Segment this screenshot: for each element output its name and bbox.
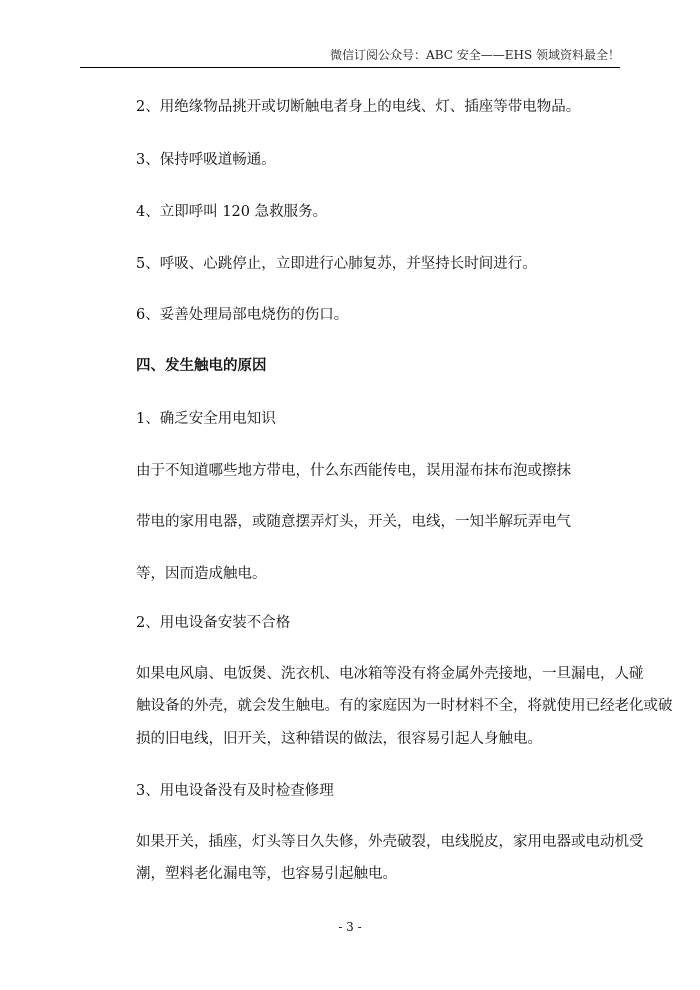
paragraph-line: 如果开关，插座，灯头等日久失修，外壳破裂，电线脱皮，家用电器或电动机受 bbox=[136, 834, 644, 850]
paragraph-line: 如果电风扇、电饭煲、洗衣机、电冰箱等没有将金属外壳接地，一旦漏电，人碰 bbox=[136, 666, 644, 682]
subheading-1: 1、确乏安全用电知识 bbox=[136, 411, 276, 427]
paragraph-line: 等，因而造成触电。 bbox=[136, 566, 267, 582]
paragraph-step-5: 5、呼吸、心跳停止，立即进行心肺复苏，并坚持长时间进行。 bbox=[136, 256, 537, 272]
paragraph-line: 触设备的外壳，就会发生触电。有的家庭因为一时材料不全，将就使用已经老化或破 bbox=[136, 698, 673, 714]
subheading-3: 3、用电设备没有及时检查修理 bbox=[136, 783, 334, 799]
subheading-2: 2、用电设备安装不合格 bbox=[136, 615, 291, 631]
paragraph-step-6: 6、妥善处理局部电烧伤的伤口。 bbox=[136, 307, 349, 323]
paragraph-line: 由于不知道哪些地方带电，什么东西能传电，误用湿布抹布泡或擦抹 bbox=[136, 463, 571, 479]
section-heading: 四、发生触电的原因 bbox=[136, 357, 267, 374]
header-divider bbox=[80, 67, 620, 68]
paragraph-step-4: 4、立即呼叫 120 急救服务。 bbox=[136, 204, 328, 220]
paragraph-line: 带电的家用电器，或随意摆弄灯头，开关，电线，一知半解玩弄电气 bbox=[136, 514, 571, 530]
paragraph-step-2: 2、用绝缘物品挑开或切断触电者身上的电线、灯、插座等带电物品。 bbox=[136, 99, 581, 115]
page-number: - 3 - bbox=[338, 920, 362, 934]
paragraph-line: 潮，塑料老化漏电等，也容易引起触电。 bbox=[136, 866, 397, 882]
paragraph-line: 损的旧电线，旧开关，这种错误的做法，很容易引起人身触电。 bbox=[136, 731, 542, 747]
page-header: 微信订阅公众号：ABC 安全——EHS 领域资料最全！ bbox=[330, 48, 620, 62]
paragraph-step-3: 3、保持呼吸道畅通。 bbox=[136, 152, 276, 168]
